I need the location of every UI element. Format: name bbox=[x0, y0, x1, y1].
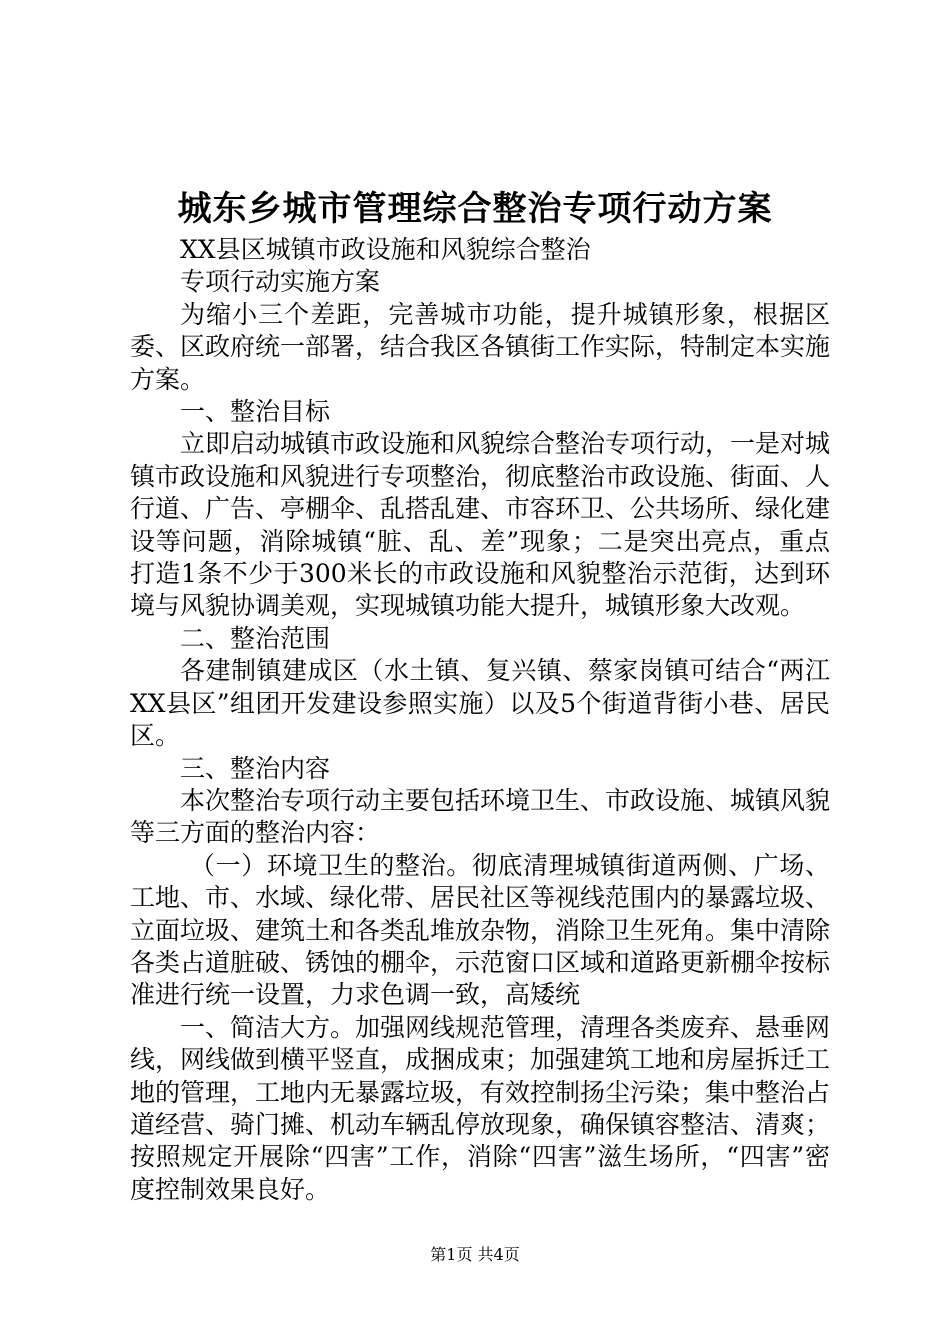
subtitle-line-2: 专项行动实施方案 bbox=[180, 267, 381, 297]
section-heading-content: 三、整治内容 bbox=[180, 753, 331, 783]
continuation-paragraph: 一、简洁大方。加强网线规范管理，清理各类废弃、悬垂网线，网线做到横平竖直，成捆成束；加强建筑工地和房屋拆迁工地的管理，工地内无暴露垃圾，有效控制扬尘污染；集中整治占道经营、骑门摊、机动车辆乱停放现象，确保镇容整洁、清爽；按照规定开展除“四害”工作，消除“四害”滋生场所，“四害”密度控制效果良好。 bbox=[130, 1012, 831, 1204]
content-intro-paragraph: 本次整治专项行动主要包括环境卫生、市政设施、城镇风貌等三方面的整治内容： bbox=[130, 785, 831, 848]
page-footer: 第1页 共4页 bbox=[430, 1245, 520, 1264]
document-body bbox=[130, 234, 830, 1206]
document-title: 城东乡城市管理综合整治专项行动方案 bbox=[177, 189, 773, 229]
subtitle-line-1: XX县区城镇市政设施和风貌综合整治 bbox=[180, 235, 591, 264]
section-heading-scope: 二、整治范围 bbox=[180, 623, 331, 653]
scope-paragraph: 各建制镇建成区（水土镇、复兴镇、蔡家岗镇可结合“两江XX县区”组团开发建设参照实施）以及5个街道背街小巷、居民区。 bbox=[130, 656, 830, 751]
sanitation-paragraph: （一）环境卫生的整治。彻底清理城镇街道两侧、广场、工地、市、水域、绿化带、居民社区等视线范围内的暴露垃圾、立面垃圾、建筑土和各类乱堆放杂物，消除卫生死角。集中清除各类占道脏破、锈蚀的棚伞，示范窗口区域和道路更新棚伞按标准进行统一设置，力求色调一致，高矮统 bbox=[130, 850, 831, 1010]
section-heading-goals: 一、整治目标 bbox=[180, 397, 331, 427]
goals-paragraph: 立即启动城镇市政设施和风貌综合整治专项行动，一是对城镇市政设施和风貌进行专项整治，彻底整治市政设施、街面、人行道、广告、亭棚伞、乱搭乱建、市容环卫、公共场所、绿化建设等问题，消除城镇“脏、乱、差”现象；二是突出亮点，重点打造1条不少于300米长的市政设施和风貌整治示范街，达到环境与风貌协调美观，实现城镇功能大提升，城镇形象大改观。 bbox=[130, 429, 831, 621]
intro-paragraph: 为缩小三个差距，完善城市功能，提升城镇形象，根据区委、区政府统一部署，结合我区各镇街工作实际，特制定本实施方案。 bbox=[130, 299, 831, 394]
